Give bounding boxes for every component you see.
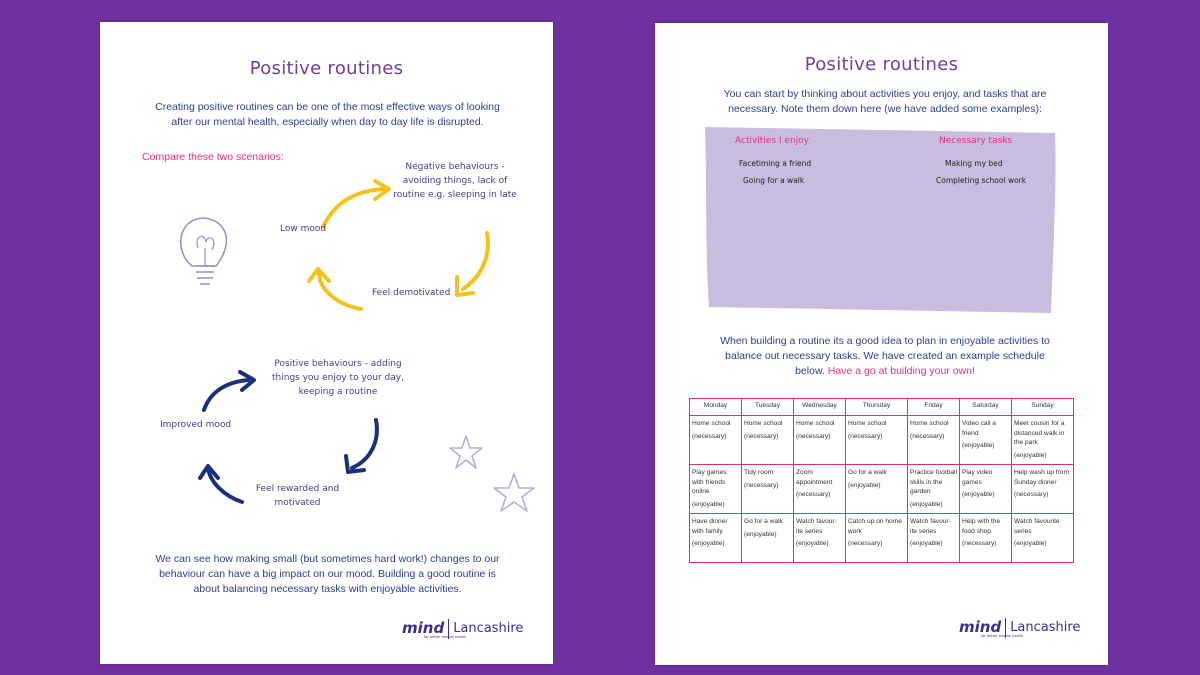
schedule-cell	[794, 416, 846, 465]
conclusion-paragraph: We can see how making small (but sometimes hard work!) changes to our behaviour can have a big impact on our mood. Building a good routine is about balancing necessary tasks with enjoyable activities.	[155, 553, 500, 595]
left-page	[100, 22, 553, 664]
schedule-cell	[1012, 514, 1074, 563]
schedule-day-header: Saturday	[960, 399, 1012, 416]
schedule-type: (necessary)	[796, 432, 831, 440]
schedule-cell	[846, 416, 908, 465]
schedule-type: (necessary)	[910, 432, 945, 440]
schedule-activity: Home school	[744, 420, 783, 427]
schedule-type: (enjoyable)	[1014, 451, 1047, 459]
feel-demotivated-label: Feel demotivated	[372, 288, 451, 298]
schedule-type: (necessary)	[848, 432, 883, 440]
schedule-type: (enjoyable)	[848, 481, 881, 489]
schedule-activity: Home school	[910, 420, 949, 427]
schedule-day-header: Thursday	[846, 399, 908, 416]
schedule-activity: Home school	[692, 420, 731, 427]
schedule-table	[689, 398, 1074, 563]
schedule-activity: Watch favour-ite series	[910, 518, 951, 535]
schedule-cell	[960, 514, 1012, 563]
schedule-intro	[710, 334, 1060, 379]
schedule-cell	[1012, 465, 1074, 514]
compare-label: Compare these two scenarios:	[142, 151, 284, 163]
schedule-day-header: Friday	[908, 399, 960, 416]
schedule-type: (enjoyable)	[796, 540, 829, 547]
mind-lancashire-logo	[402, 618, 542, 644]
enjoy-item-1: Facetiming a friend	[739, 159, 812, 168]
schedule-type: (necessary)	[692, 432, 727, 440]
schedule-type: (necessary)	[962, 540, 997, 547]
schedule-cell	[794, 514, 846, 563]
schedule-intro-text: When building a routine its a good idea to plan in enjoyable activities to balance out necessary tasks. We have created an example schedule below.	[720, 335, 1050, 377]
schedule-cell	[742, 416, 794, 465]
schedule-cell	[742, 514, 794, 563]
schedule-day-header: Tuesday	[742, 399, 794, 416]
logo-lancashire: Lancashire	[453, 621, 524, 636]
schedule-cell	[690, 514, 742, 563]
schedule-cell	[908, 514, 960, 563]
schedule-cell	[908, 465, 960, 514]
stars-icon	[448, 434, 538, 514]
schedule-cell	[846, 514, 908, 563]
schedule-activity: Video call a friend	[962, 420, 996, 437]
logo-mind: mind	[402, 619, 445, 637]
schedule-cell	[742, 465, 794, 514]
right-page	[655, 23, 1108, 665]
intro-paragraph: You can start by thinking about activities you enjoy, and tasks that are necessary. Note them down here (we have added some examples):	[723, 88, 1047, 115]
schedule-type: (enjoyable)	[962, 442, 995, 449]
enjoy-header: Activities I enjoy	[735, 136, 810, 146]
page-title: Positive routines	[804, 54, 959, 75]
schedule-activity: Go for a walk	[744, 518, 783, 525]
schedule-activity: Tidy room	[744, 469, 774, 476]
positive-behaviours-label: Positive behaviours - adding things you enjoy to your day, keeping a routine	[272, 359, 404, 397]
schedule-type: (enjoyable)	[744, 530, 777, 538]
schedule-type: (enjoyable)	[962, 491, 995, 498]
schedule-type: (enjoyable)	[1014, 540, 1047, 547]
schedule-type: (enjoyable)	[910, 500, 943, 508]
schedule-type: (necessary)	[848, 540, 883, 547]
schedule-cell	[846, 465, 908, 514]
schedule-activity: Help wash up from Sunday dinner	[1014, 469, 1069, 486]
schedule-type: (necessary)	[796, 491, 831, 498]
schedule-activity: Catch up on home work	[848, 518, 902, 535]
schedule-activity: Play video games	[962, 469, 993, 486]
schedule-activity: Zoom appointment	[796, 469, 833, 486]
schedule-cell	[908, 416, 960, 465]
improved-mood-label: Improved mood	[160, 420, 232, 430]
schedule-row	[690, 514, 1074, 563]
negative-behaviours-label: Negative behaviours - avoiding things, lack of routine e.g. sleeping in late	[393, 162, 517, 200]
necessary-item-2: Completing school work	[936, 176, 1027, 185]
schedule-activity: Watch favourite series	[1014, 518, 1060, 535]
enjoy-item-2: Going for a walk	[743, 176, 805, 185]
schedule-activity: Watch favour-ite series	[796, 518, 837, 535]
schedule-activity: Home school	[848, 420, 887, 427]
schedule-activity: Play games with friends online	[692, 469, 727, 495]
schedule-activity: Practice football skills in the garden	[910, 469, 957, 495]
logo-tagline: for better mental health	[424, 635, 467, 639]
schedule-activity: Home school	[796, 420, 835, 427]
activities-box	[703, 127, 1063, 317]
schedule-activity: Meet cousin for a distanced walk in the park	[1014, 420, 1065, 446]
schedule-cell	[960, 416, 1012, 465]
schedule-day-header: Wednesday	[794, 399, 846, 416]
schedule-cell	[960, 465, 1012, 514]
schedule-type: (necessary)	[1014, 491, 1049, 498]
logo-mind: mind	[959, 618, 1002, 636]
schedule-cell	[794, 465, 846, 514]
schedule-cta: Have a go at building your own!	[827, 365, 975, 377]
necessary-header: Necessary tasks	[939, 136, 1013, 146]
schedule-activity: Go for a walk	[848, 469, 887, 476]
low-mood-label: Low mood	[280, 224, 327, 234]
schedule-activity: Help with the food shop	[962, 518, 1001, 535]
schedule-type: (enjoyable)	[692, 540, 725, 547]
schedule-type: (enjoyable)	[910, 540, 943, 547]
lightbulb-icon	[174, 208, 234, 298]
schedule-type: (necessary)	[744, 432, 779, 440]
schedule-cell	[690, 465, 742, 514]
feel-rewarded-label: Feel rewarded and motivated	[255, 484, 340, 508]
schedule-type: (enjoyable)	[692, 500, 725, 508]
schedule-cell	[690, 416, 742, 465]
page-title: Positive routines	[249, 58, 404, 79]
schedule-row	[690, 465, 1074, 514]
schedule-row	[690, 416, 1074, 465]
schedule-day-header: Sunday	[1012, 399, 1074, 416]
intro-paragraph: Creating positive routines can be one of the most effective ways of looking after our mental health, especially when day to day life is disrupted.	[155, 101, 500, 128]
schedule-cell	[1012, 416, 1074, 465]
necessary-item-1: Making my bed	[945, 159, 1003, 168]
mind-lancashire-logo	[959, 617, 1099, 643]
logo-lancashire: Lancashire	[1010, 620, 1081, 635]
schedule-activity: Have dinner with family	[692, 518, 728, 535]
logo-tagline: for better mental health	[981, 634, 1024, 638]
schedule-day-header: Monday	[690, 399, 742, 416]
schedule-type: (necessary)	[744, 481, 779, 489]
